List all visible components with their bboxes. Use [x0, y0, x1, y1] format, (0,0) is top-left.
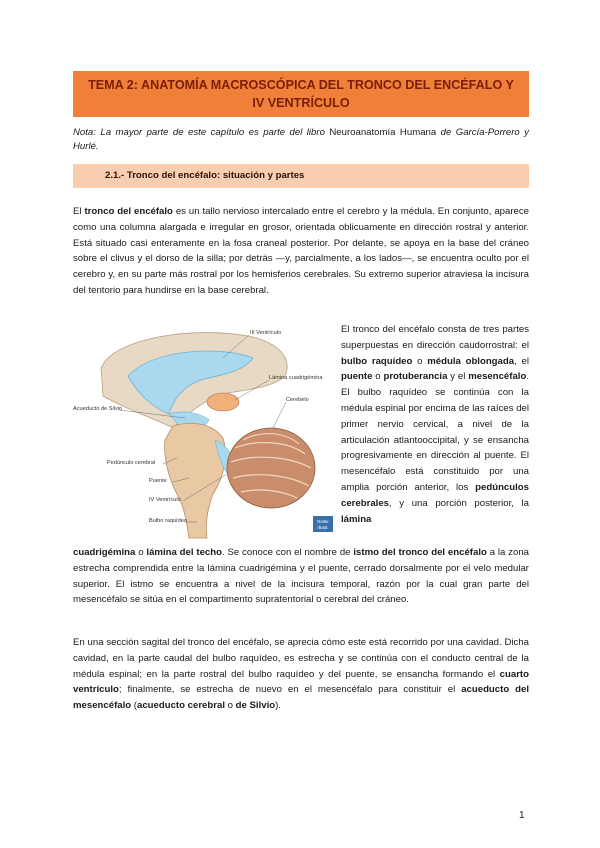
- chapter-title-line2: IV VENTRÍCULO: [252, 96, 350, 110]
- note-label: Nota:: [73, 127, 96, 138]
- paragraph-parts: El tronco del encéfalo consta de tres partes superpuestas en dirección caudorrostral: el bulbo raquídeo o médula oblongada, el puente o protuberancia y el mesencéfalo. El bulbo raquídeo se continúa con la médula espinal por encima de las raíces del primer nervio cervical, a nivel de la articulación atlantooccipital, y se ensancha progresivamente en dirección al puente. El mesencéfalo está constituido por una amplia porción anterior, los pedúnculos cerebrales, y una porción posterior, la lámina: [341, 324, 529, 525]
- page-number: 1: [519, 810, 525, 821]
- brainstem-illustration: [73, 328, 335, 540]
- label-acueducto: Acueducto de Silvio: [73, 406, 123, 412]
- section-heading: 2.1.- Tronco del encéfalo: situación y partes: [105, 170, 305, 181]
- badge-line1: Netter: [317, 519, 329, 524]
- paragraph-intro: El tronco del encéfalo es un tallo nervioso intercalado entre el cerebro y la médula. En conjunto, aparece como una columna alargada e irregular en grosor, orientada oblicuamente en dirección rostral y anterior. Está situado casi enteramente en la fosa craneal posterior. Por delante, se apoya en la base del cráneo sobre el clivus y el dorso de la silla; por detrás —y, parcialmente, a los lados—, se encuentra oculto por el cerebro y, en su parte más rostral por los hemisferios cerebrales. Su extremo superior atraviesa la incisura del tentorio para hundirse en la base cerebral.: [73, 206, 529, 296]
- source-note: Nota: La mayor parte de este capítulo es parte del libro Neuroanatomía Humana de García-Porrero y Hurlé.: [73, 127, 529, 152]
- badge-line2: Illustr.: [317, 525, 329, 530]
- chapter-title-line1: TEMA 2: ANATOMÍA MACROSCÓPICA DEL TRONCO DEL ENCÉFALO Y: [88, 78, 514, 92]
- brainstem-sagittal-figure: [73, 328, 335, 540]
- book-title: Neuroanatomía Humana: [329, 127, 437, 138]
- label-pedunculo: Pedúnculo cerebral: [107, 460, 156, 466]
- label-bulbo: Bulbo raquídeo: [149, 518, 187, 524]
- tectum-shape: [207, 393, 239, 411]
- label-iii-ventriculo: III Ventrículo: [250, 330, 282, 336]
- label-cerebelo: Cerebelo: [286, 397, 309, 403]
- chapter-title-banner: [73, 71, 529, 117]
- label-puente: Puente: [149, 478, 167, 484]
- paragraph-cavity: En una sección sagital del tronco del encéfalo, se aprecia cómo este está recorrido por una cavidad. Dicha cavidad, en la parte caudal del bulbo raquídeo, es estrecha y se continúa con el conducto central de la médula espinal; en la parte rostral del bulbo raquídeo y del puente, se ensancha formando el cuarto ventrículo; finalmente, se estrecha de nuevo en el mesencéfalo para constituir el acueducto del mesencéfalo (acueducto cerebral o de Silvio).: [73, 637, 529, 712]
- paragraph-istmo: cuadrigémina o lámina del techo. Se conoce con el nombre de istmo del tronco del encéfalo a la zona estrecha comprendida entre la lámina cuadrigémina y el puente, cerrado dorsalmente por el velo medular superior. El istmo se encuentra a nivel de la incisura temporal, razón por la cual gran parte del mesencéfalo se sitúa en el compartimento supratentorial o cerebral del cráneo.: [73, 547, 529, 606]
- cerebellum-shape: [227, 428, 315, 508]
- label-lamina-cuadrigemina: Lámina cuadrigémina: [269, 375, 323, 381]
- section-heading-banner: [73, 164, 529, 188]
- label-iv-ventriculo: IV Ventrículo: [149, 497, 181, 503]
